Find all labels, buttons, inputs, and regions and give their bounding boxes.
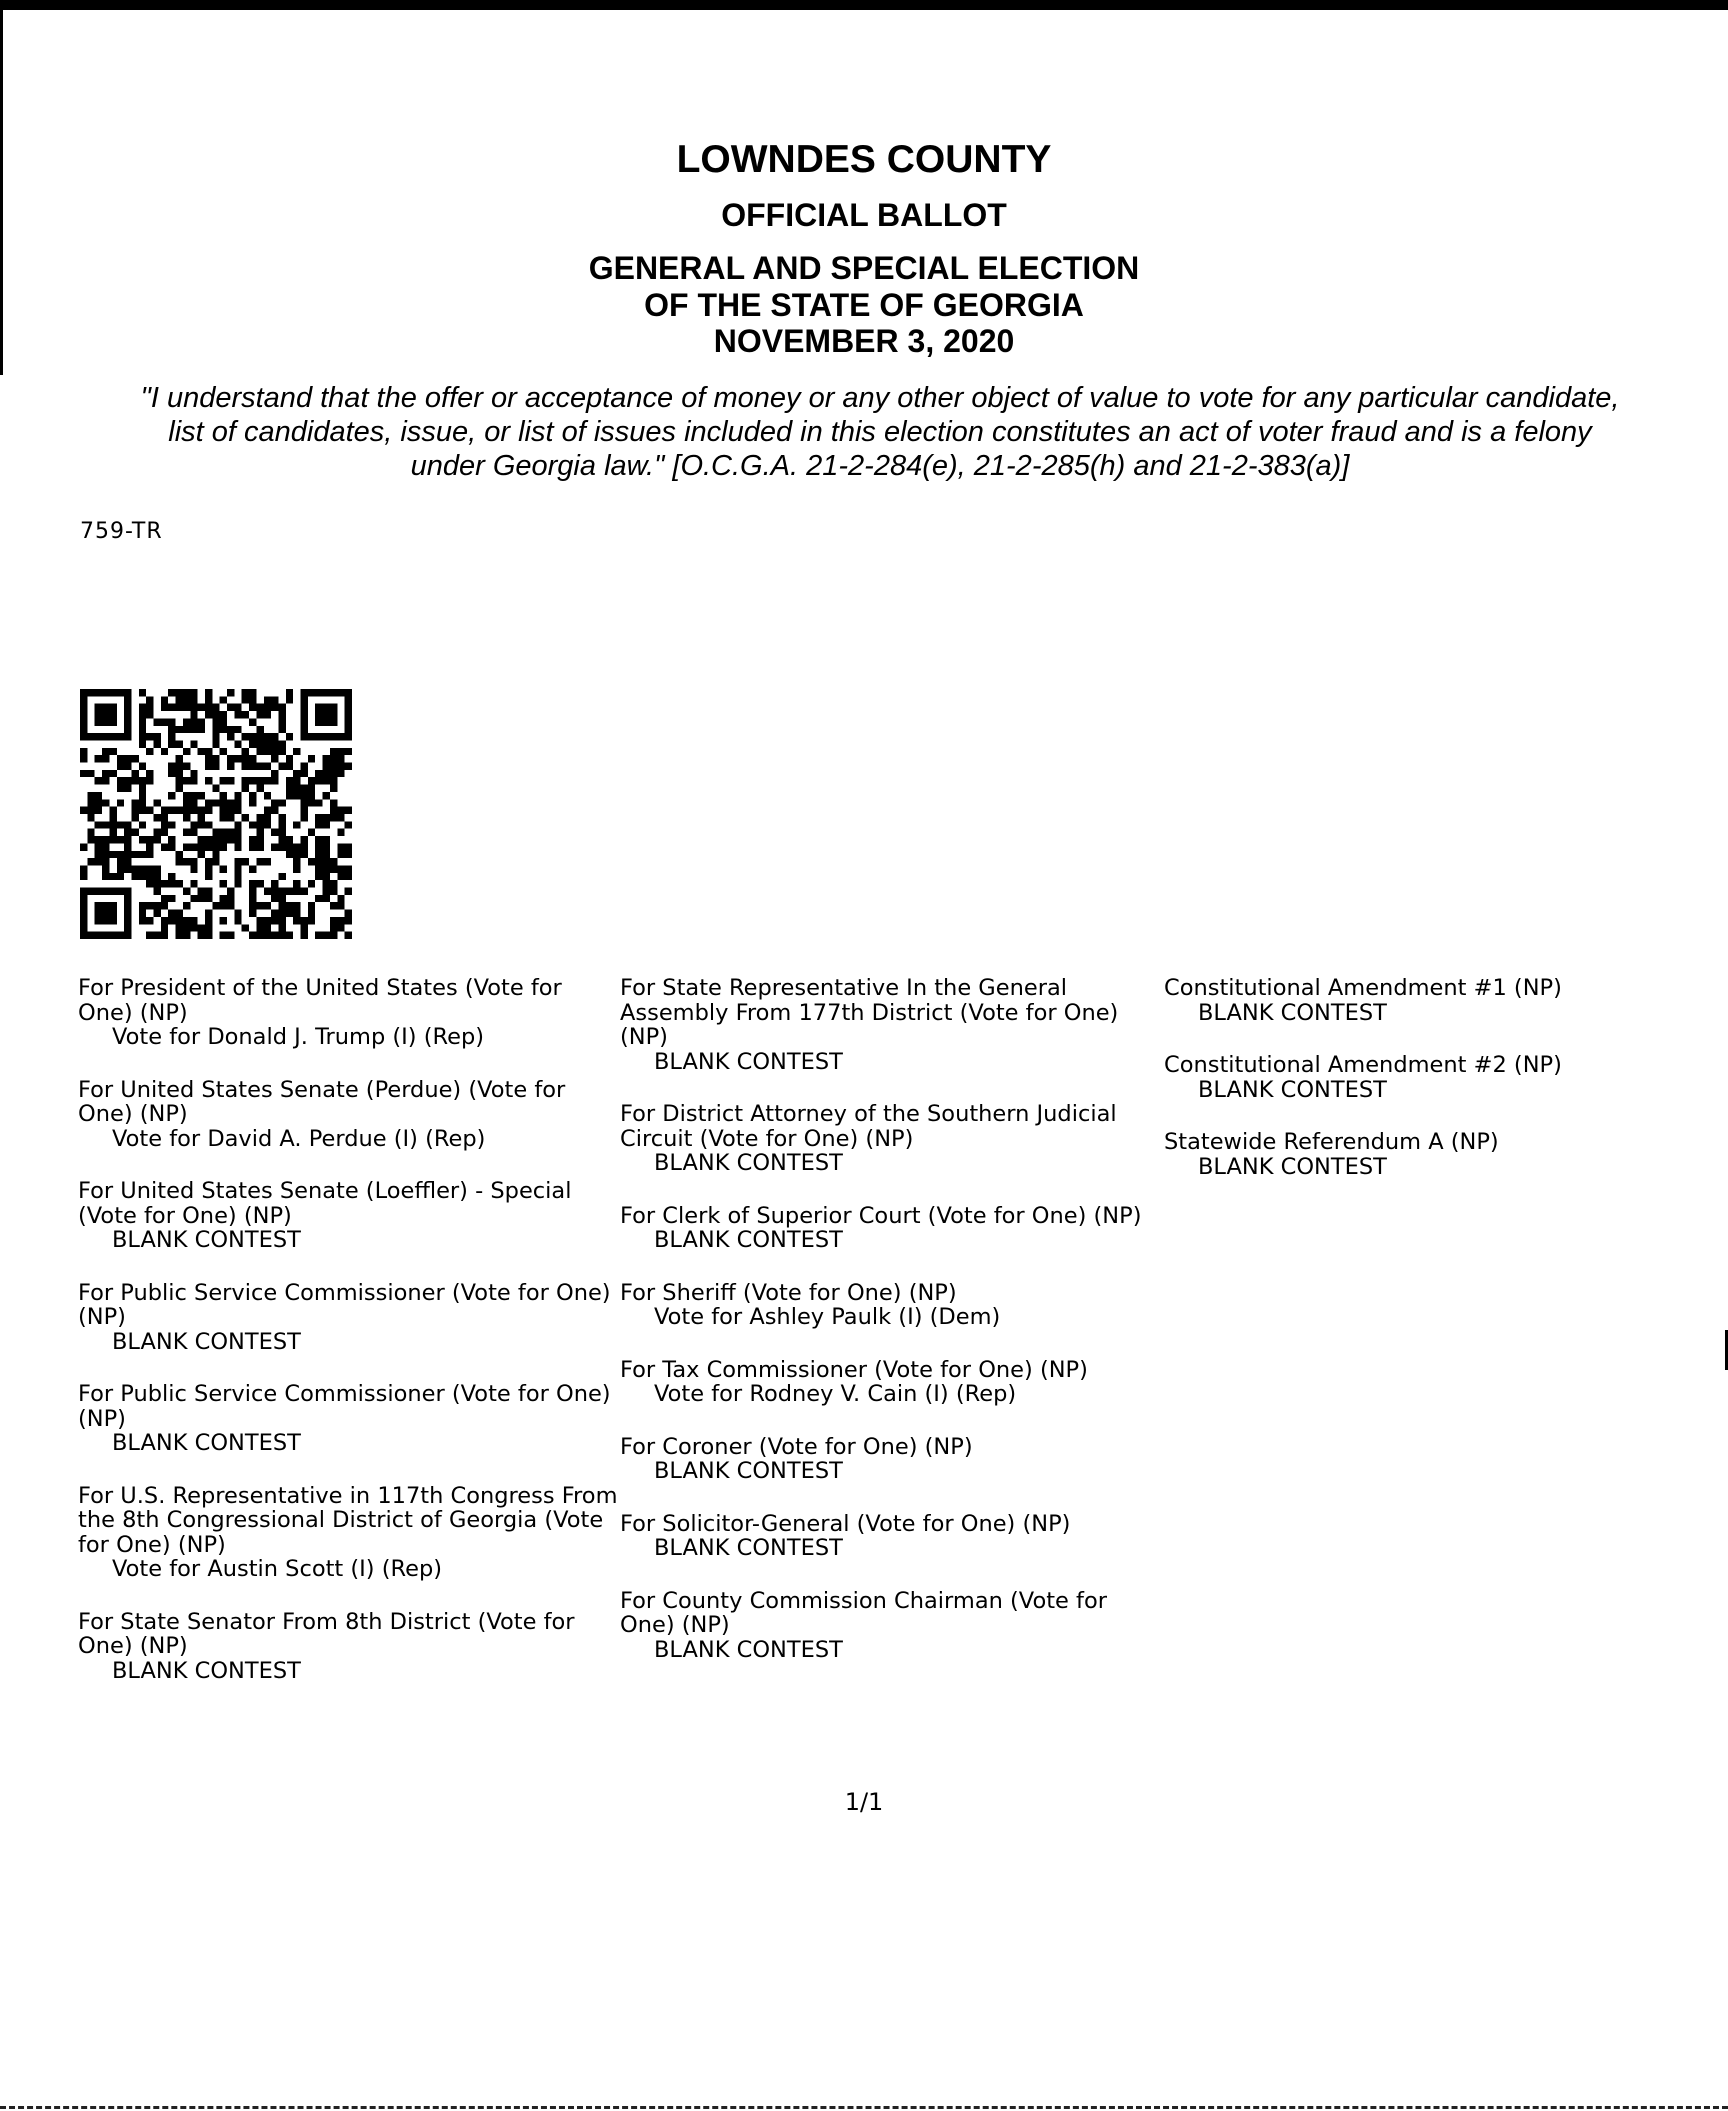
contest-title: For Public Service Commissioner (Vote for One) (NP) — [78, 1381, 611, 1432]
contest-entry — [78, 1610, 623, 1684]
contest-title: For County Commission Chairman (Vote for One) (NP) — [620, 1587, 1107, 1638]
contest-title: For Sheriff (Vote for One) (NP) — [620, 1279, 957, 1306]
contest-entry — [620, 1102, 1165, 1176]
contest-choice: Vote for David A. Perdue (I) (Rep) — [112, 1125, 486, 1152]
contest-title: For State Representative In the General Assembly From 177th District (Vote for One) (NP) — [620, 975, 1119, 1050]
contest-title: For President of the United States (Vote for One) (NP) — [78, 975, 562, 1026]
contest-title: Constitutional Amendment #1 (NP) — [1164, 975, 1562, 1001]
contest-entry — [78, 1281, 623, 1355]
contest-choice: BLANK CONTEST — [1198, 999, 1387, 1026]
contest-title: For Clerk of Superior Court (Vote for One) (NP) — [620, 1202, 1142, 1229]
contest-choice: BLANK CONTEST — [654, 1458, 843, 1484]
contest-title: For United States Senate (Loeffler) - Special (Vote for One) (NP) — [78, 1178, 572, 1229]
contest-title: For Coroner (Vote for One) (NP) — [620, 1433, 973, 1460]
contest-title: For District Attorney of the Southern Judicial Circuit (Vote for One) (NP) — [620, 1101, 1117, 1152]
contest-title: For United States Senate (Perdue) (Vote for One) (NP) — [78, 1076, 566, 1127]
oath-line: "I understand that the offer or acceptance of money or any other object of value to vote for any particular candidate, — [140, 382, 1620, 414]
page-number: 1/1 — [844, 1788, 884, 1816]
bottom-border — [0, 2106, 1728, 2109]
contest-choice: BLANK CONTEST — [112, 1328, 301, 1355]
contest-title: For Solicitor-General (Vote for One) (NP) — [620, 1510, 1071, 1537]
contest-choice: BLANK CONTEST — [654, 1535, 843, 1561]
top-border — [0, 0, 1728, 10]
contest-entry — [620, 1204, 1165, 1253]
contest-choice: BLANK CONTEST — [112, 1657, 301, 1684]
contest-entry — [620, 1589, 1165, 1663]
ballot-style-id: 759-TR — [80, 519, 163, 544]
contest-choice: BLANK CONTEST — [654, 1636, 843, 1663]
contest-title: For Public Service Commissioner (Vote for One) (NP) — [78, 1279, 611, 1330]
contest-choice: BLANK CONTEST — [112, 1430, 301, 1456]
qr-code-icon — [80, 688, 352, 940]
oath-line: under Georgia law." [O.C.G.A. 21-2-284(e), 21-2-285(h) and 21-2-383(a)] — [410, 450, 1350, 482]
contest-column-1 — [78, 976, 623, 1711]
election-date: NOVEMBER 3, 2020 — [713, 323, 1015, 359]
contest-entry — [78, 1179, 623, 1253]
contest-choice: Vote for Ashley Paulk (I) (Dem) — [654, 1304, 1001, 1330]
contest-choice: BLANK CONTEST — [1198, 1153, 1387, 1180]
election-title-line2: OF THE STATE OF GEORGIA — [644, 287, 1084, 323]
oath-line: list of candidates, issue, or list of issues included in this election constitutes an act of voter fraud and is a felony — [168, 416, 1592, 448]
contest-entry — [620, 1435, 1165, 1484]
contest-choice: Vote for Donald J. Trump (I) (Rep) — [112, 1024, 485, 1050]
contest-entry — [78, 1078, 623, 1152]
contest-entry — [620, 1512, 1165, 1561]
election-title-line1: GENERAL AND SPECIAL ELECTION — [588, 250, 1140, 286]
contest-choice: BLANK CONTEST — [654, 1227, 843, 1253]
contest-column-3 — [1164, 976, 1704, 1207]
contest-entry — [620, 1281, 1165, 1330]
contest-title: Statewide Referendum A (NP) — [1164, 1129, 1499, 1155]
contest-column-2 — [620, 976, 1165, 1690]
contest-choice: Vote for Rodney V. Cain (I) (Rep) — [654, 1381, 1017, 1407]
contest-choice: BLANK CONTEST — [112, 1227, 301, 1253]
contest-choice: BLANK CONTEST — [654, 1150, 843, 1176]
contest-entry — [1164, 1053, 1704, 1102]
contest-choice: BLANK CONTEST — [1198, 1076, 1387, 1103]
contest-entry — [620, 1358, 1165, 1407]
contest-entry — [1164, 1130, 1704, 1179]
contest-entry — [78, 1382, 623, 1456]
voter-fraud-oath — [70, 381, 1690, 483]
contest-entry — [1164, 976, 1704, 1025]
contest-choice: BLANK CONTEST — [654, 1048, 843, 1075]
county-title: LOWNDES COUNTY — [676, 138, 1052, 181]
contest-entry — [620, 976, 1165, 1074]
contest-title: For State Senator From 8th District (Vote for One) (NP) — [78, 1608, 575, 1659]
contest-entry — [78, 1484, 623, 1582]
ballot-type: OFFICIAL BALLOT — [721, 197, 1007, 233]
contest-title: Constitutional Amendment #2 (NP) — [1164, 1052, 1562, 1078]
contest-entry — [78, 976, 623, 1050]
contest-title: For Tax Commissioner (Vote for One) (NP) — [620, 1356, 1088, 1383]
contest-choice: Vote for Austin Scott (I) (Rep) — [112, 1556, 443, 1582]
contest-title: For U.S. Representative in 117th Congress From the 8th Congressional District of Georgia (Vote for One) (NP) — [78, 1482, 618, 1558]
